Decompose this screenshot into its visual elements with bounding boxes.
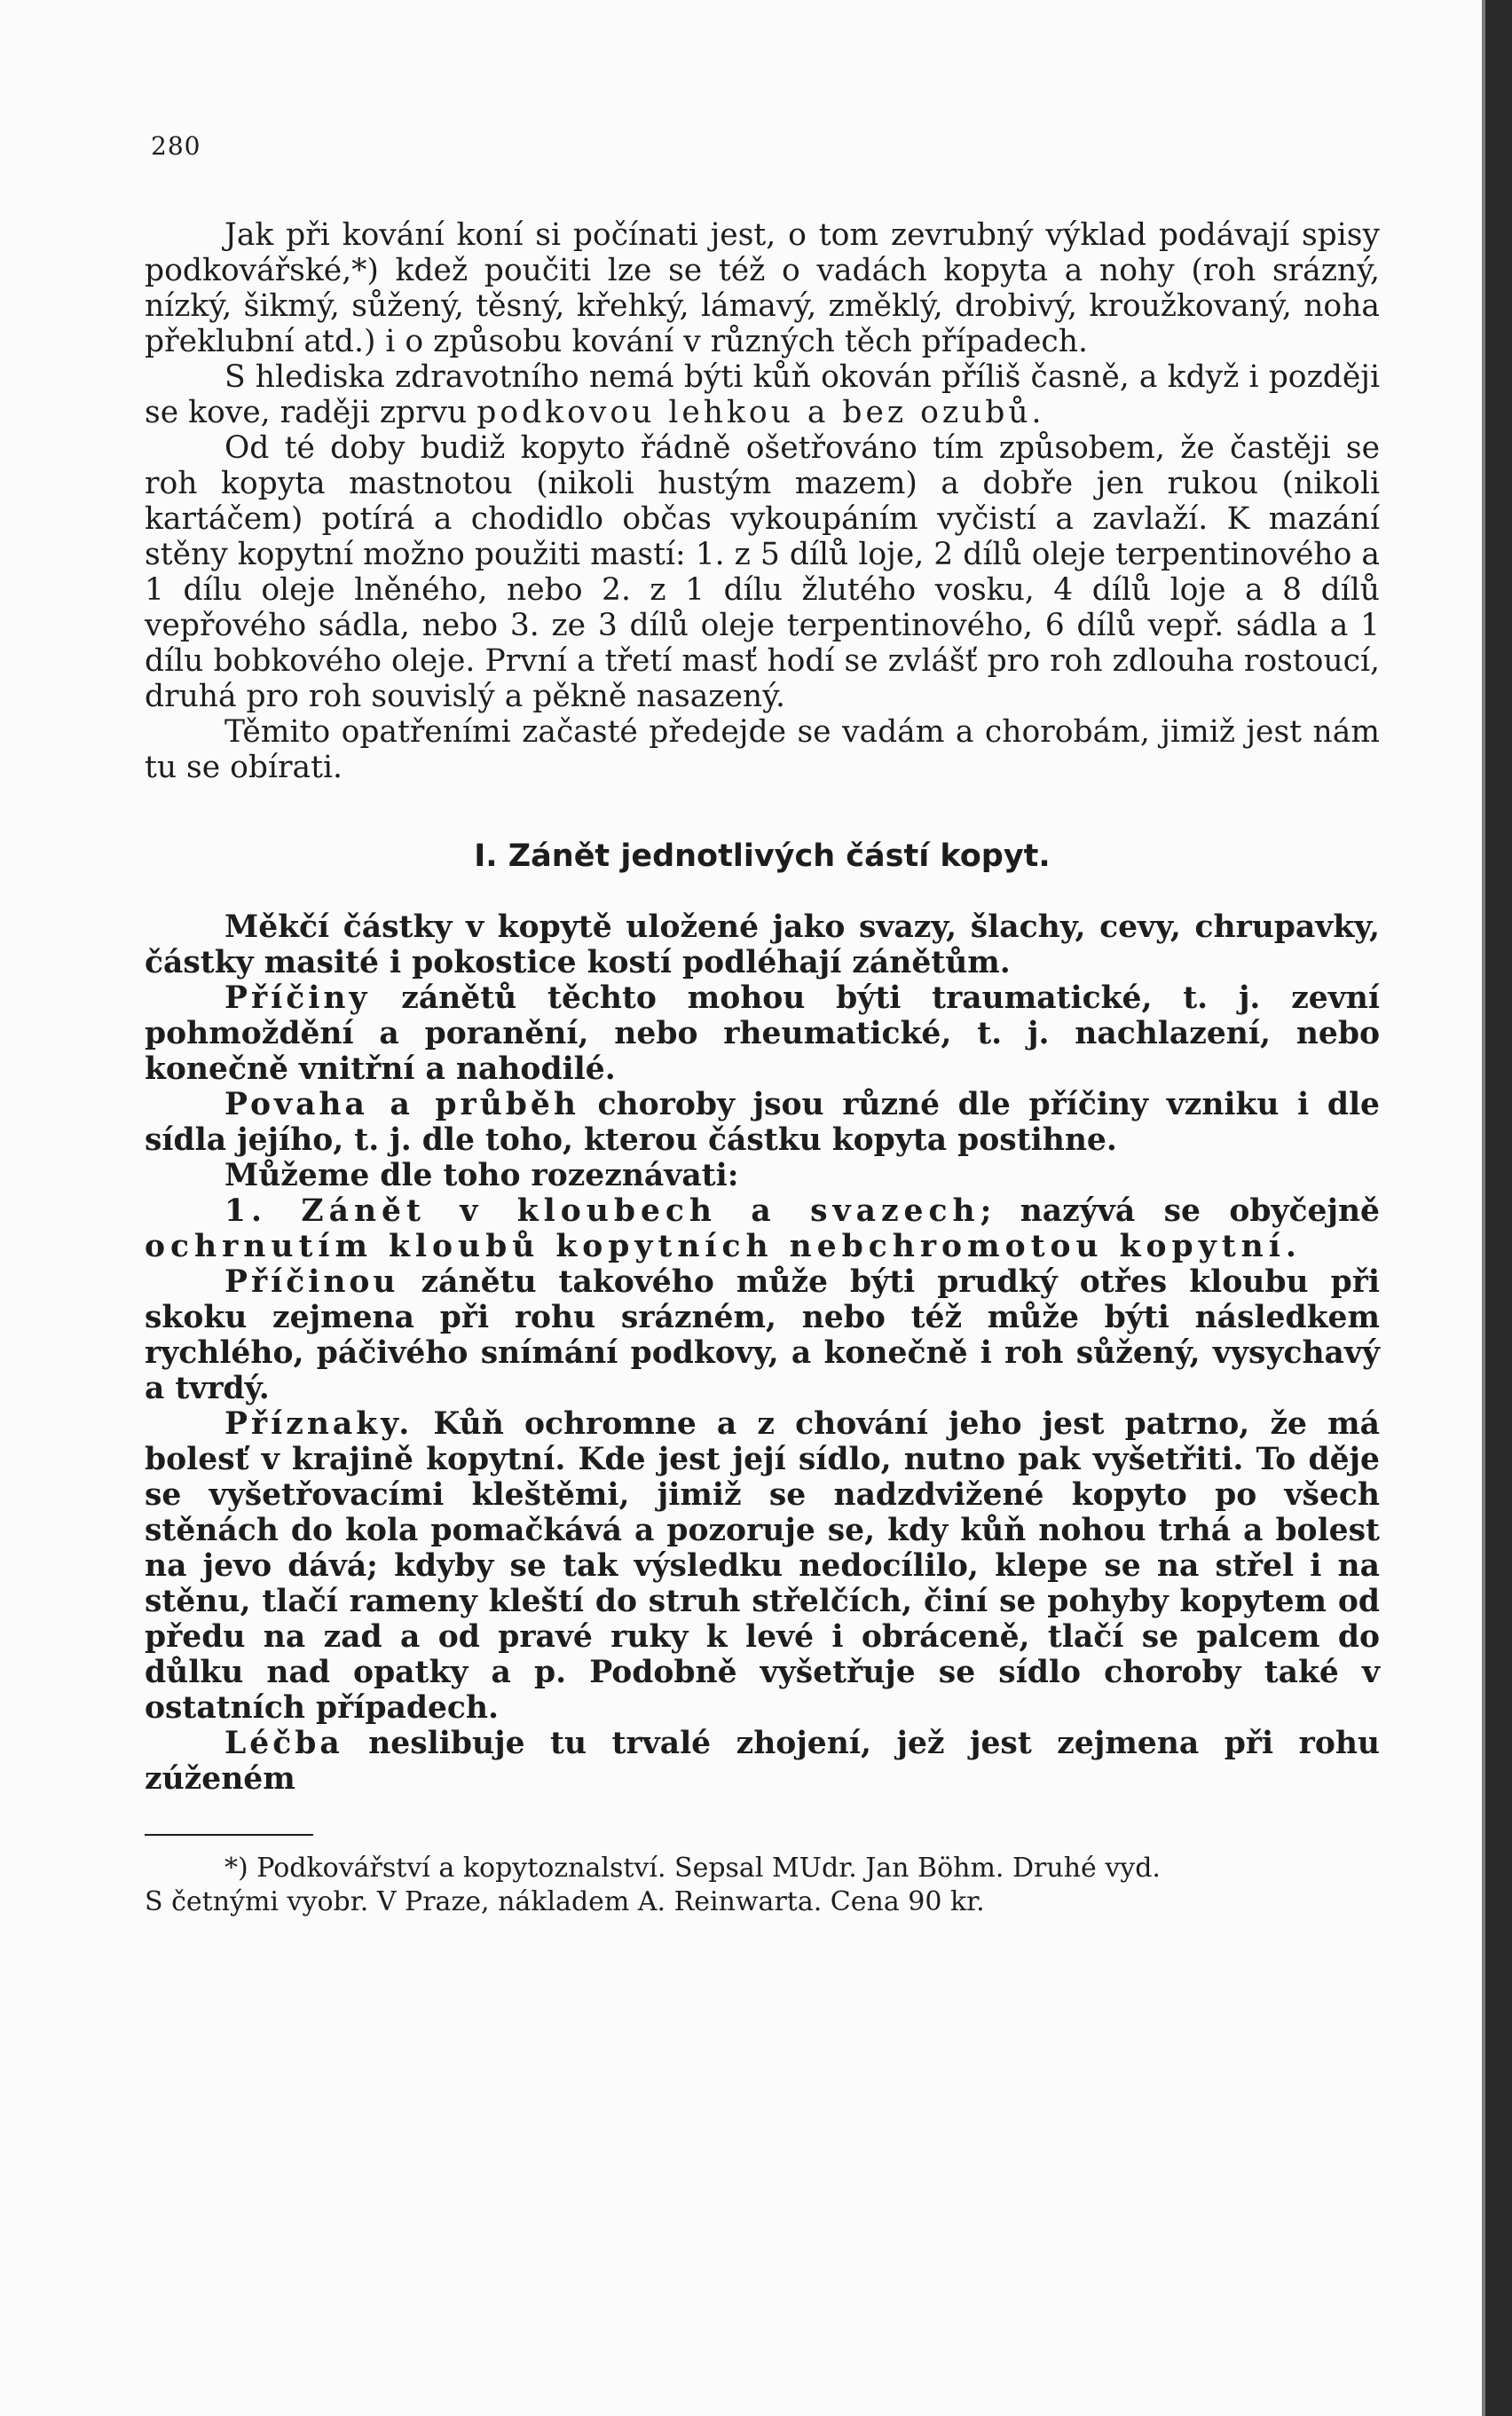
footnote-line-1: *) Podkovářství a kopytoznalství. Sepsal MUdr. Jan Böhm. Druhé vyd.	[224, 1853, 1161, 1884]
paragraph-cause-of	[145, 1264, 1380, 1406]
paragraph-symptoms	[145, 1406, 1380, 1726]
section-heading: I. Zánět jednotlivých částí kopyt.	[474, 838, 1051, 874]
paragraph-prevention: Těmito opatřeními začasté předejde se vadám a chorobám, jimiž jest nám tu se obírati.	[145, 714, 1380, 785]
paragraph-soft-parts: Měkčí částky v kopytě uložené jako svazy, šlachy, cevy, chrupavky, částky masité i pokostice kostí podléhají zánětům.	[145, 909, 1380, 980]
paragraph-health	[145, 359, 1380, 430]
paragraph-intro: Jak při kování koní si počínati jest, o tom zevrubný výklad podávají spisy podkovářské,*) kdež poučiti lze se též o vadách kopyta a nohy (roh srázný, nízký, šikmý, sůžený, těsný, křehký, lámavý, změklý, drobivý, kroužkovaný, noha překlubní atd.) i o způsobu kování v různých těch případech.	[145, 217, 1380, 359]
paragraph-joint-inflammation	[145, 1193, 1380, 1264]
page-number: 280	[151, 131, 201, 161]
joint-text: ; nazývá se obyčejně	[980, 1193, 1380, 1229]
causes-text: zánětů těchto mohou býti traumatické, t. j. zevní pohmoždění a poranění, nebo rheumatické, t. j. nachlazení, nebo konečně vnitřní a nahodilé.	[145, 980, 1380, 1087]
paragraph-health-text: S hlediska zdravotního nemá býti kůň okován příliš časně, a když i později se kove, raději zprvu	[145, 359, 1380, 430]
emphasis-light-shoe: podkovou lehkou a bez ozubů.	[476, 395, 1045, 430]
symptoms-text: Kůň ochromne a z chování jeho jest patrno, že má bolesť v krajině kopytní. Kde jest její sídlo, nutno pak vyšetřiti. To děje se vyšetřovacími kleštěmi, jimiž se nadzdvižené kopyto po všech stěnách do kola pomačkává a pozoruje se, kdy kůň nohou trhá a bolest na jevo dává; kdyby se tak výsledku nedocílilo, klepe se na střel i na stěnu, tlačí rameny kleští do struh střelčích, činí se pohyby kopytem od předu na zad a od pravé ruky k levé i obráceně, tlačí se palcem do důlku nad opatky a p. Podobně vyšetřuje se sídlo choroby také v ostatních případech.	[145, 1406, 1380, 1726]
scan-edge	[1485, 0, 1512, 2416]
footnote-line-2: S četnými vyobr. V Praze, nákladem A. Reinwarta. Cena 90 kr.	[145, 1886, 985, 1917]
cause-text: zánětu takového může býti prudký otřes kloubu při skoku zejmena při rohu srázném, nebo též může býti následkem rychlého, páčivého snímání podkovy, a konečně i roh sůžený, vysychavý a tvrdý.	[145, 1264, 1380, 1406]
term-causes: Příčiny	[224, 980, 371, 1016]
paragraph-course	[145, 1087, 1380, 1158]
treatment-text: neslibuje tu trvalé zhojení, jež jest zejmena při rohu zúženém	[145, 1726, 1380, 1797]
term-hoof-paralysis: ochrnutím kloubů kopytních nebchromotou kopytní.	[145, 1229, 1302, 1264]
term-joint-inflammation: 1. Zánět v kloubech a svazech	[224, 1193, 980, 1229]
term-symptoms: Příznaky.	[224, 1406, 413, 1442]
paragraph-care: Od té doby budiž kopyto řádně ošetřováno tím způsobem, že častěji se roh kopyta mastnotou (nikoli hustým mazem) a dobře jen rukou (nikoli kartáčem) potírá a chodidlo občas vykoupáním vyčistí a zavlaží. K mazání stěny kopytní možno použiti mastí: 1. z 5 dílů loje, 2 dílů oleje terpentinového a 1 dílu oleje lněného, nebo 2. z 1 dílu žlutého vosku, 4 dílů loje a 8 dílů vepřového sádla, nebo 3. ze 3 dílů oleje terpentinového, 6 dílů vepř. sádla a 1 dílu bobkového oleje. První a třetí masť hodí se zvlášť pro roh zdlouha rostoucí, druhá pro roh souvislý a pěkně nasazený.	[145, 430, 1380, 714]
term-course: Povaha a průběh	[224, 1087, 579, 1122]
paragraph-causes	[145, 980, 1380, 1087]
paragraph-treatment	[145, 1726, 1380, 1797]
term-cause: Příčinou	[224, 1264, 399, 1300]
footnote-rule	[145, 1834, 313, 1836]
term-treatment: Léčba	[224, 1726, 343, 1761]
page-body	[145, 217, 1380, 1919]
course-text: choroby jsou různé dle příčiny vzniku i dle sídla jejího, t. j. dle toho, kterou částku kopyta postihne.	[145, 1087, 1380, 1158]
paragraph-distinguish: Můžeme dle toho rozeznávati:	[224, 1158, 739, 1193]
